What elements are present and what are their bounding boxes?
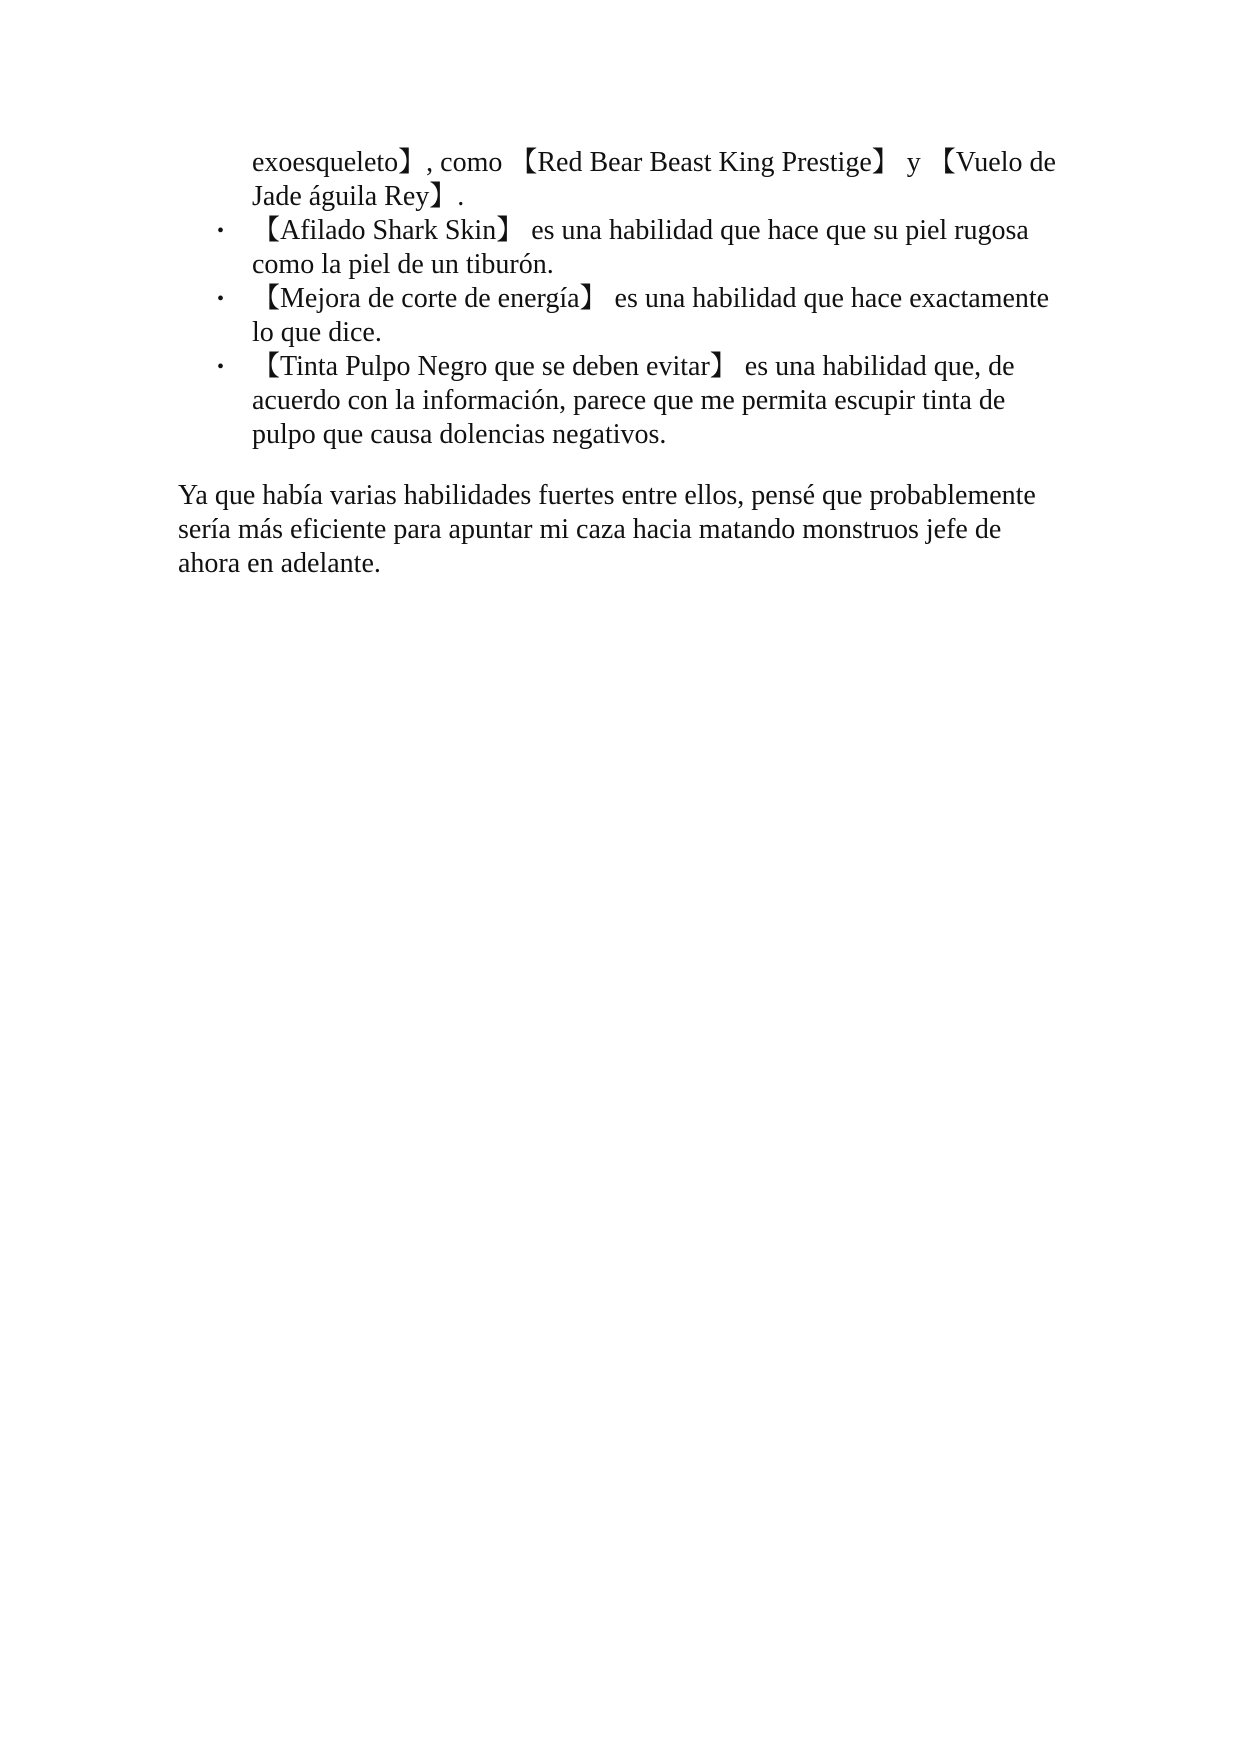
list-item	[178, 350, 1072, 452]
bullet-icon: •	[217, 288, 225, 310]
bullet-icon: •	[217, 220, 225, 242]
body-paragraph: Ya que había varias habilidades fuertes entre ellos, pensé que probablemente sería más eficiente para apuntar mi caza hacia matando monstruos jefe de ahora en adelante.	[178, 480, 1036, 579]
list-item-text: 【Tinta Pulpo Negro que se deben evitar】 es una habilidad que, de acuerdo con la información, parece que me permita escupir tinta de pulpo que causa dolencias negativos.	[252, 351, 1015, 450]
list-item-text: 【Mejora de corte de energía】 es una habilidad que hace exactamente lo que dice.	[252, 283, 1050, 348]
bullet-icon: •	[217, 356, 225, 378]
list-item-text: 【Afilado Shark Skin】 es una habilidad que hace que su piel rugosa como la piel de un tiburón.	[252, 215, 1029, 280]
list-item	[178, 214, 1072, 282]
skills-list	[178, 214, 1078, 452]
list-item-continuation: exoesqueleto】, como 【Red Bear Beast King Prestige】 y 【Vuelo de Jade águila Rey】.	[252, 147, 1056, 212]
list-item	[178, 282, 1072, 350]
document-body	[178, 146, 1078, 581]
